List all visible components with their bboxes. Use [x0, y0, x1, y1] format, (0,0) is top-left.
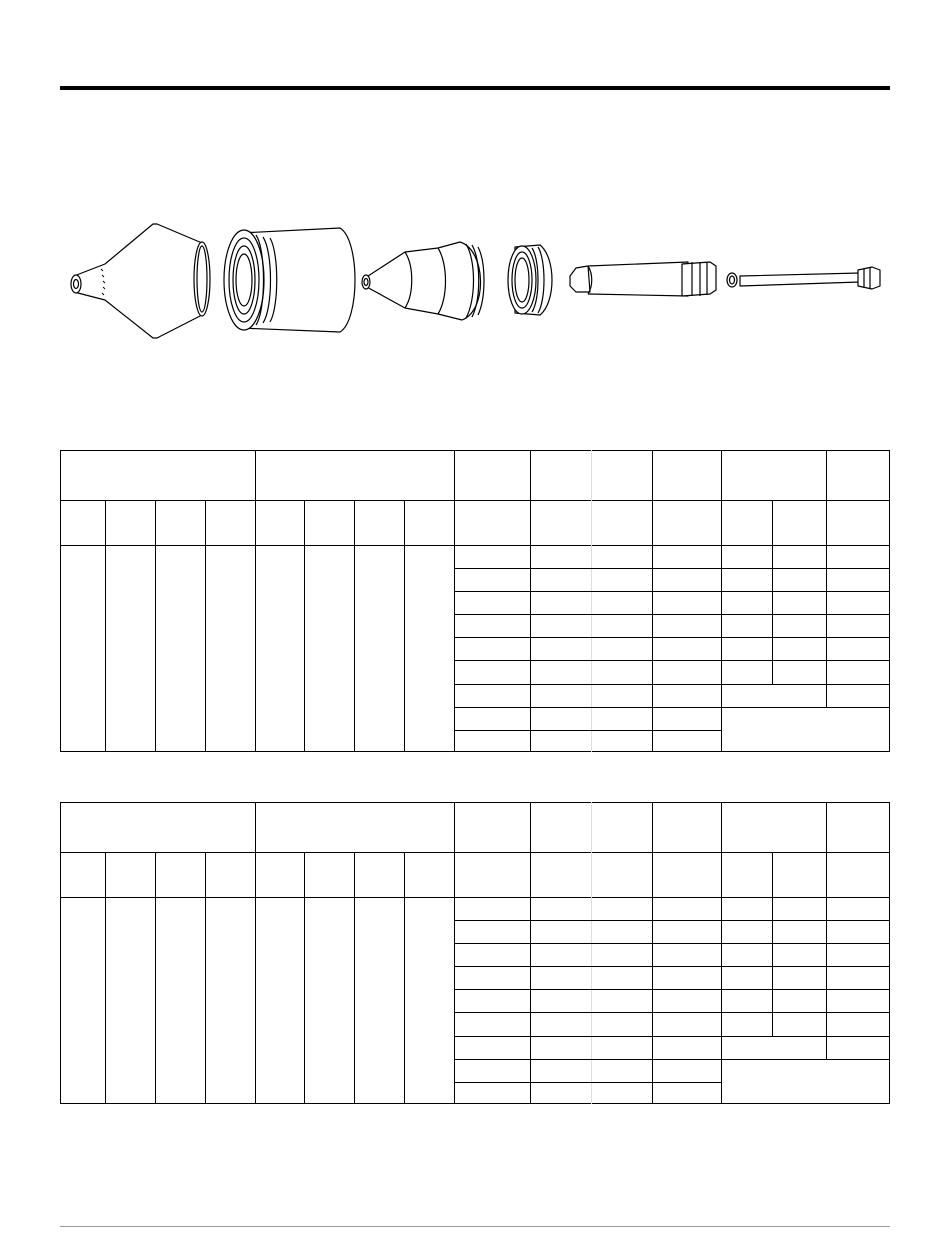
clip-drawing [727, 273, 737, 287]
parts-table-2 [60, 802, 890, 1104]
exploded-torch-illustration [60, 200, 890, 350]
parts-table-1 [60, 450, 890, 752]
shield-cap-drawing [71, 224, 210, 338]
header-rule [60, 86, 890, 90]
swirl-ring-drawing [508, 245, 552, 315]
electrode-drawing [570, 262, 716, 296]
retaining-cap-drawing [224, 228, 355, 332]
water-tube-drawing [740, 267, 880, 289]
nozzle-drawing [362, 242, 484, 320]
footer-rule [60, 1226, 890, 1227]
